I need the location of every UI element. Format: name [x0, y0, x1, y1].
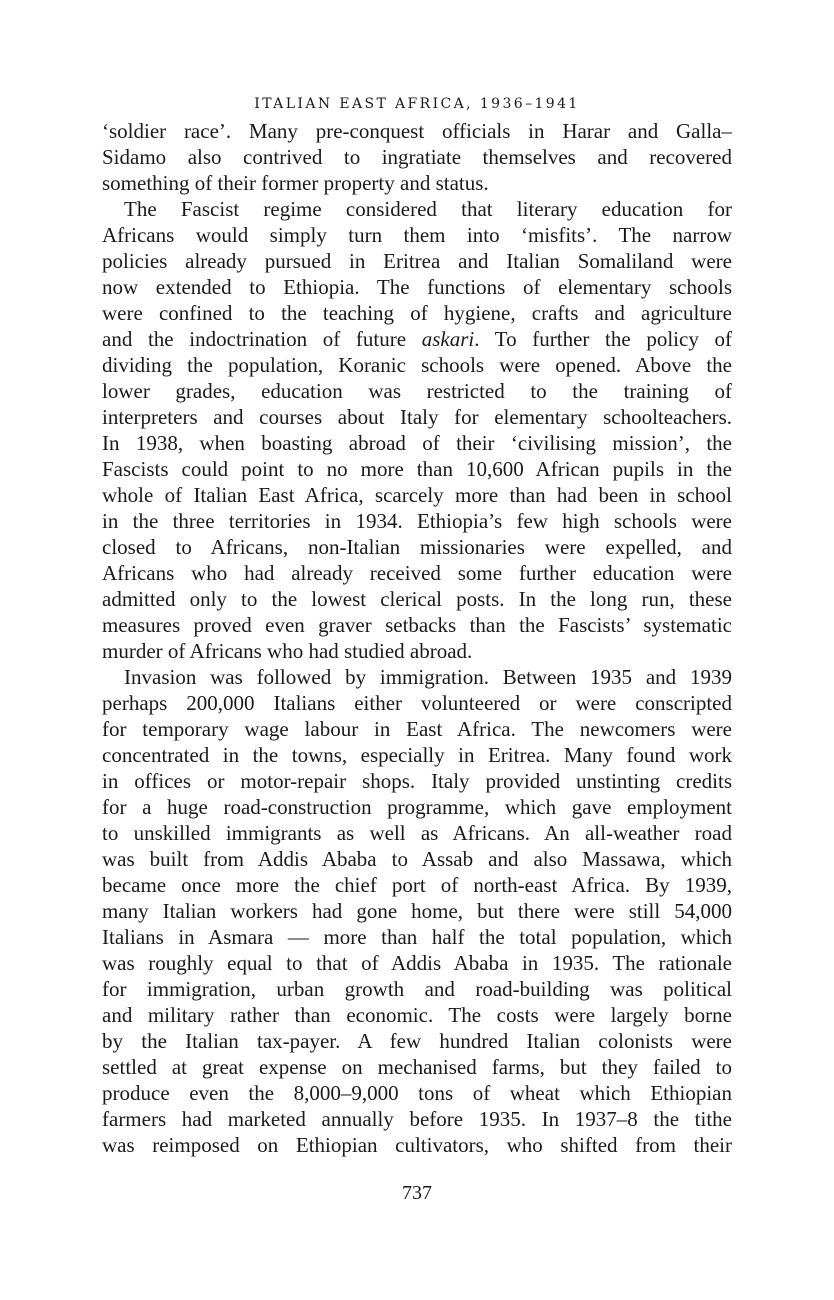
text-line: murder of Africans who had studied abroad.	[102, 639, 473, 663]
text-line: for immigration, urban growth and road-building was political	[102, 977, 732, 1001]
text-line: concentrated in the towns, especially in Eritrea. Many found work	[102, 743, 732, 767]
text-line: Sidamo also contrived to ingratiate themselves and recovered	[102, 145, 732, 169]
text-line: in the three territories in 1934. Ethiopia’s few high schools were	[102, 509, 732, 533]
text-line: closed to Africans, non-Italian missionaries were expelled, and	[102, 535, 732, 559]
text-line: was built from Addis Ababa to Assab and also Massawa, which	[102, 847, 732, 871]
text-line: admitted only to the lowest clerical posts. In the long run, these	[102, 587, 732, 611]
text-line: whole of Italian East Africa, scarcely more than had been in school	[102, 483, 732, 507]
text-line: something of their former property and status.	[102, 171, 489, 195]
text-line: interpreters and courses about Italy for elementary schoolteachers.	[102, 405, 732, 429]
text-line: policies already pursued in Eritrea and Italian Somaliland were	[102, 249, 732, 273]
text-line: was reimposed on Ethiopian cultivators, who shifted from their	[102, 1133, 732, 1157]
text-line: lower grades, education was restricted to the training of	[102, 379, 732, 403]
text-line: became once more the chief port of north-east Africa. By 1939,	[102, 873, 732, 897]
text-line: produce even the 8,000–9,000 tons of wheat which Ethiopian	[102, 1081, 732, 1105]
text-line: The Fascist regime considered that literary education for	[124, 197, 732, 221]
text-line: now extended to Ethiopia. The functions of elementary schools	[102, 275, 732, 299]
text-line: was roughly equal to that of Addis Ababa in 1935. The rationale	[102, 951, 732, 975]
text-line: in offices or motor-repair shops. Italy provided unstinting credits	[102, 769, 732, 793]
text-line: perhaps 200,000 Italians either volunteered or were conscripted	[102, 691, 732, 715]
running-header: ITALIAN EAST AFRICA, 1936–1941	[254, 96, 580, 112]
text-line: for temporary wage labour in East Africa. The newcomers were	[102, 717, 732, 741]
text-line: to unskilled immigrants as well as Africans. An all-weather road	[102, 821, 732, 845]
text-line: farmers had marketed annually before 1935. In 1937–8 the tithe	[102, 1107, 732, 1131]
text-line: ‘soldier race’. Many pre-conquest officials in Harar and Galla–	[102, 119, 732, 143]
text-line: many Italian workers had gone home, but there were still 54,000	[102, 899, 732, 923]
text-line: Africans would simply turn them into ‘misfits’. The narrow	[102, 223, 732, 247]
text-line: and military rather than economic. The costs were largely borne	[102, 1003, 732, 1027]
text-line: for a huge road-construction programme, which gave employment	[102, 795, 732, 819]
text-line: Italians in Asmara — more than half the total population, which	[102, 925, 732, 949]
text-line: were confined to the teaching of hygiene, crafts and agriculture	[102, 301, 732, 325]
text-line: Fascists could point to no more than 10,600 African pupils in the	[102, 457, 732, 481]
text-line: In 1938, when boasting abroad of their ‘civilising mission’, the	[102, 431, 732, 455]
text-line: and the indoctrination of future askari. To further the policy of	[102, 327, 732, 351]
text-line: Africans who had already received some further education were	[102, 561, 732, 585]
text-line: measures proved even graver setbacks than the Fascists’ systematic	[102, 613, 732, 637]
text-line: Invasion was followed by immigration. Between 1935 and 1939	[124, 665, 732, 689]
text-line: dividing the population, Koranic schools were opened. Above the	[102, 353, 732, 377]
text-line: settled at great expense on mechanised farms, but they failed to	[102, 1055, 732, 1079]
page-number: 737	[402, 1182, 432, 1204]
text-line: by the Italian tax-payer. A few hundred Italian colonists were	[102, 1029, 732, 1053]
page-body	[102, 90, 732, 1158]
body-text	[102, 118, 732, 1158]
